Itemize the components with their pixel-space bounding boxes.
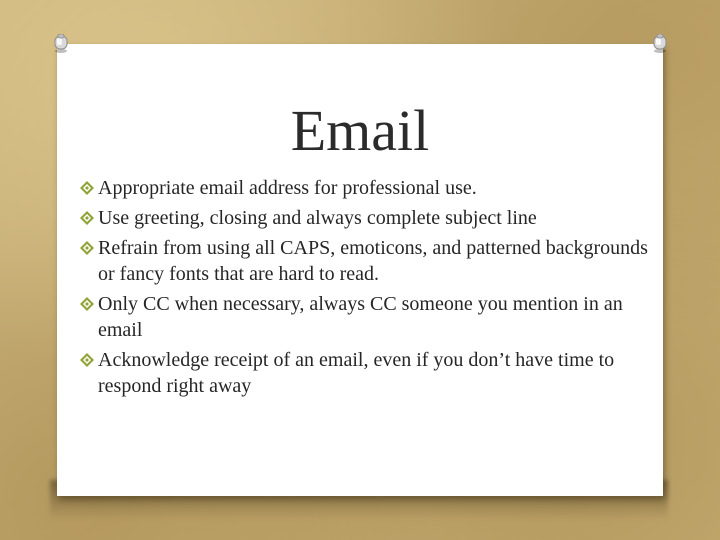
diamond-bullet-icon [79,296,95,312]
bullet-item [79,175,659,201]
bullet-item [79,347,659,399]
slide-title [57,98,663,164]
bullet-item [79,205,659,231]
pushpin-icon [52,34,70,54]
diamond-bullet-icon [79,180,95,196]
bullet-list [79,175,659,403]
bullet-text: Refrain from using all CAPS, emoticons, and patterned backgrounds or fancy fonts that are hard to read. [98,237,648,285]
bullet-text: Acknowledge receipt of an email, even if you don’t have time to respond right away [98,349,615,397]
bullet-text: Only CC when necessary, always CC someone you mention in an email [98,293,623,341]
bullet-item [79,291,659,343]
diamond-bullet-icon [79,352,95,368]
bullet-item [79,235,659,287]
diamond-bullet-icon [79,240,95,256]
bullet-text: Appropriate email address for professional use. [98,177,477,199]
pushpin-icon [651,34,669,54]
diamond-bullet-icon [79,210,95,226]
slide-title-text: Email [290,98,430,163]
bullet-text: Use greeting, closing and always complete subject line [98,207,537,229]
